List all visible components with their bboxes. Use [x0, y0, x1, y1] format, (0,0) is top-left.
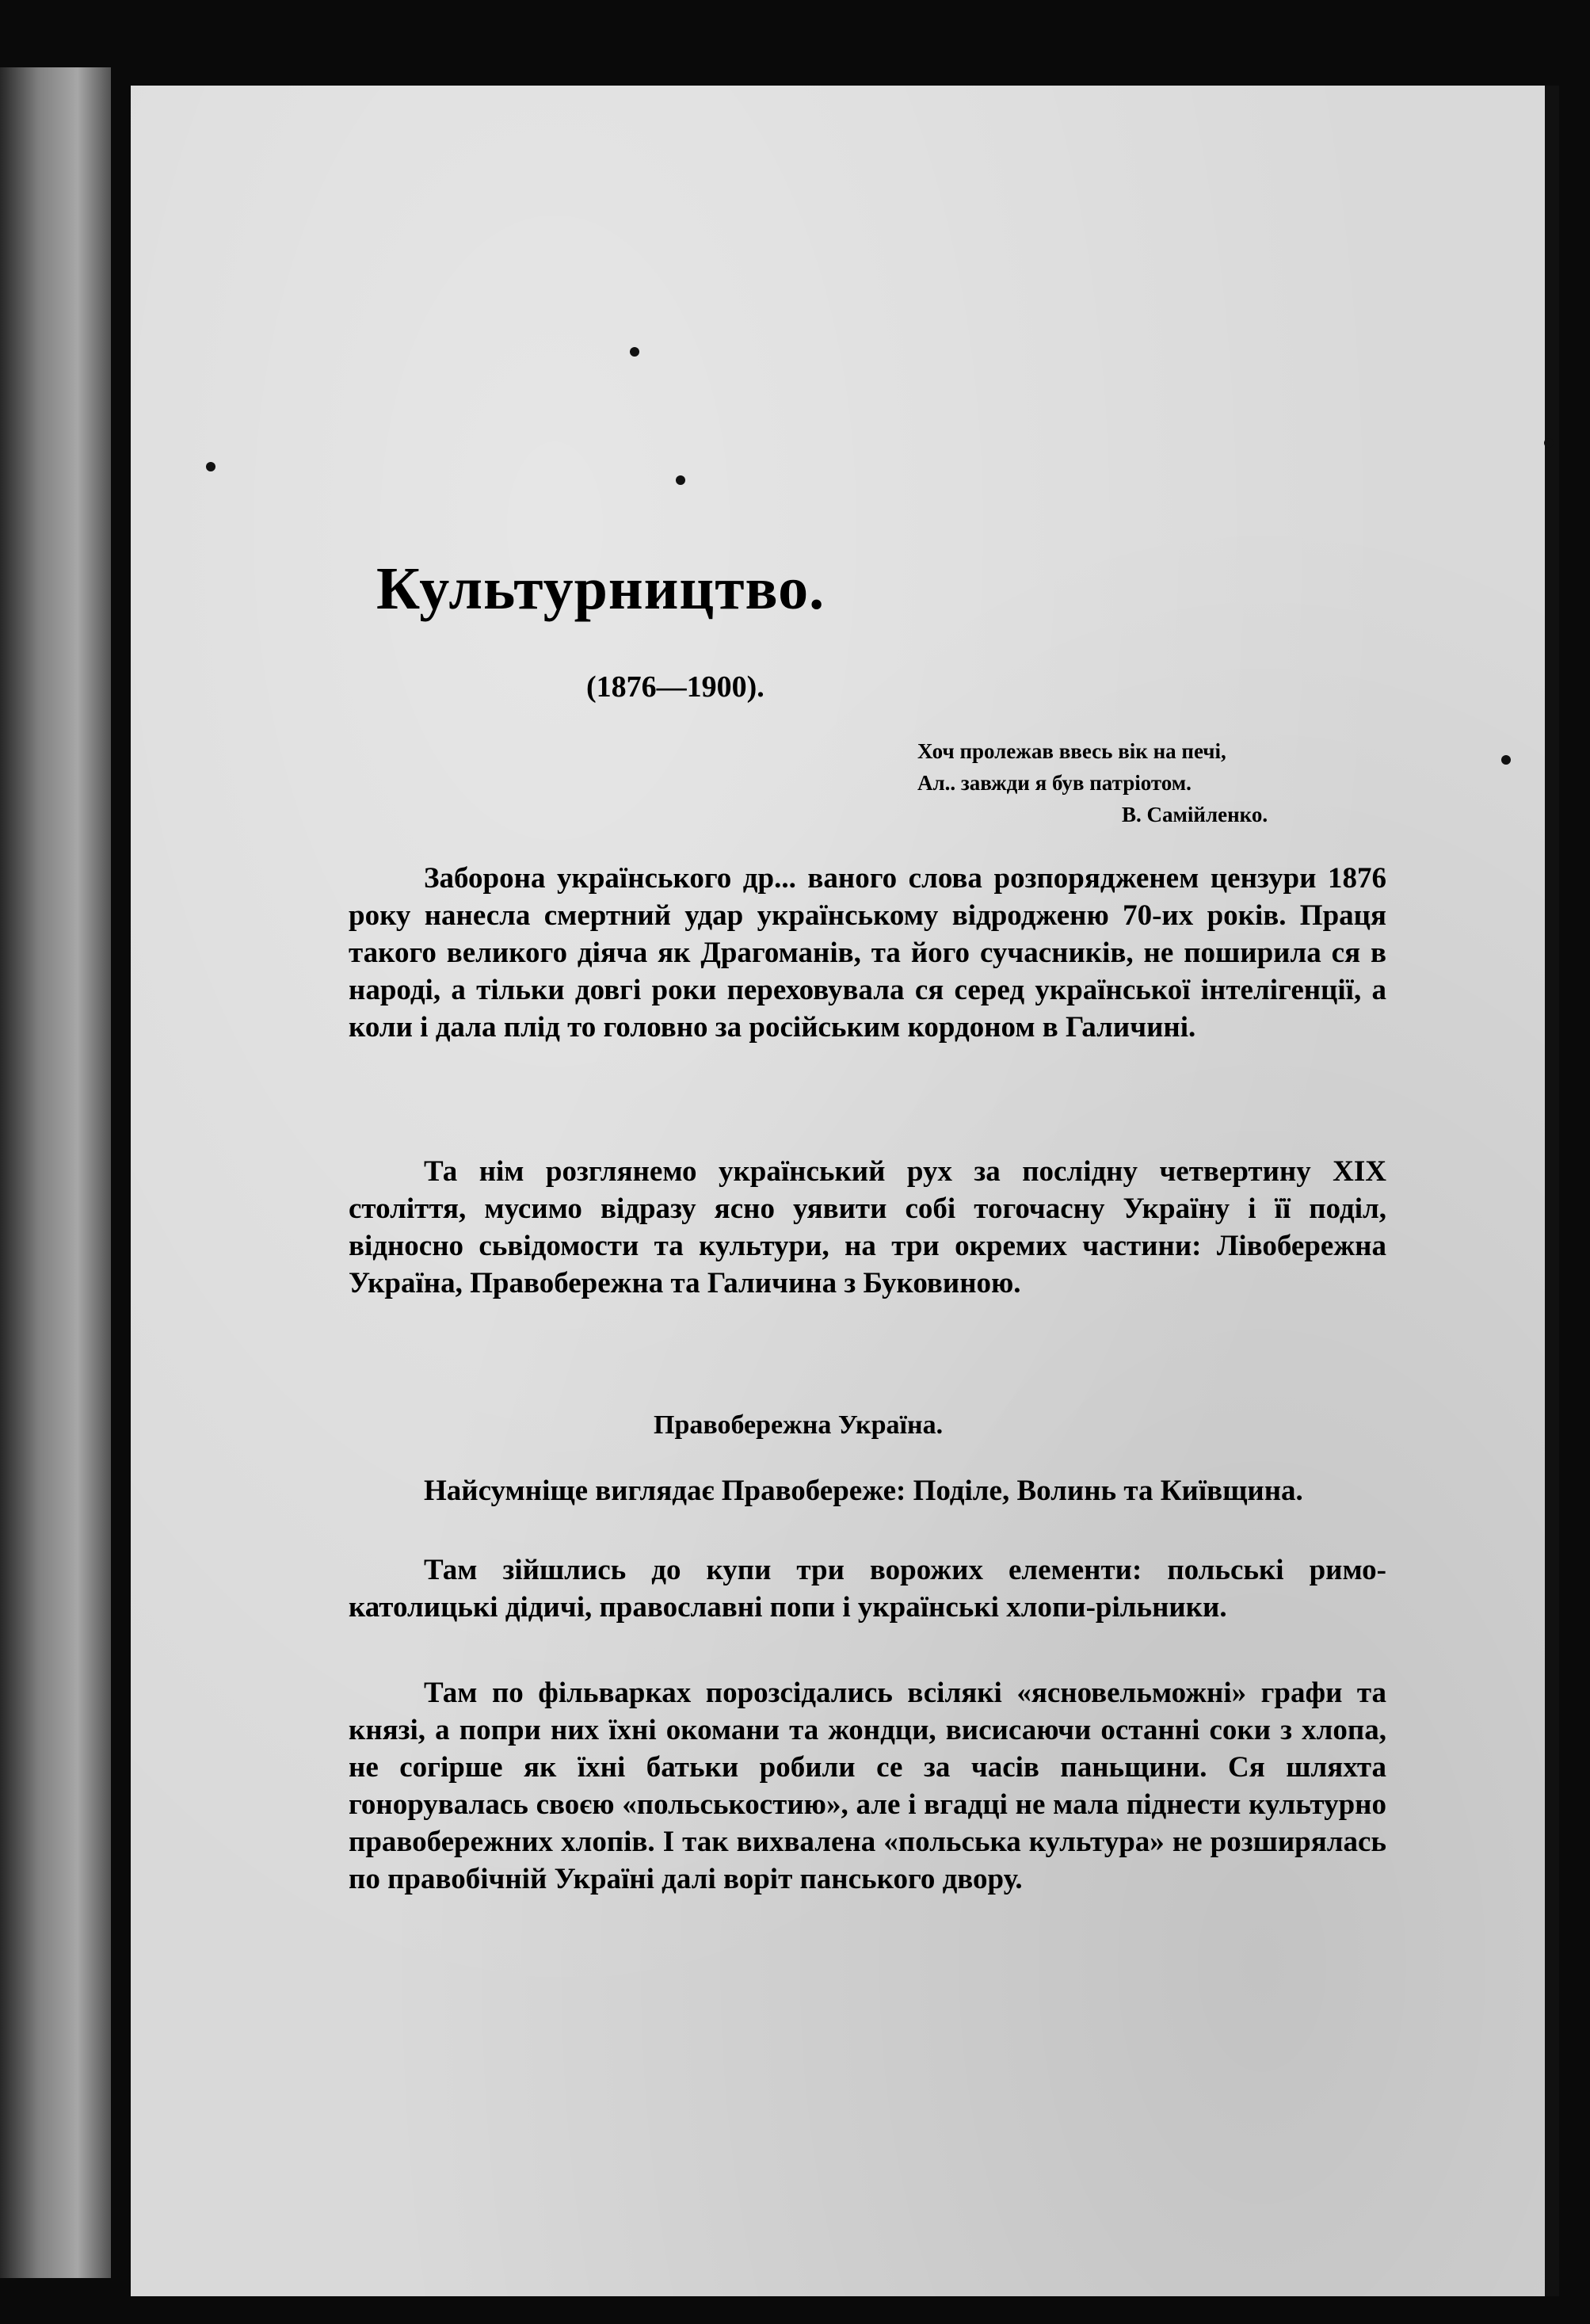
ink-speck	[676, 475, 685, 485]
ink-speck	[206, 462, 215, 471]
epigraph-line: Ал.. завжди я був патріотом.	[917, 771, 1192, 795]
paragraph: Там зійшлись до купи три ворожих елементи: польські римо-католицькі дідичі, православні попи і українські хлопи-рільники.	[349, 1554, 1386, 1624]
section-heading: Правобережна Україна.	[654, 1410, 944, 1440]
paragraph: Там по фільварках порозсідались всілякі «ясновельможні» графи та князі, а попри них їхні окомани та жондци, висисаючи останні соки з хлопа, не согірше як їхні батьки робили се за часів паньщини. Ся шляхта гонорувалась своєю «польськостию», але і вгадці не мала піднести культурно правобережних хлопів. І так вихвалена «польська культура» не розширялась по правобічній Україні далі воріт панського двору.	[349, 1677, 1386, 1895]
period-years: (1876—1900).	[586, 670, 764, 704]
paragraph: Заборона українського др... ваного слова розпорядженем цензури 1876 року нанесла смертний удар українському відродженю 70-их років. Праця такого великого діяча як Драгоманів, та його сучасників, не поширила ся в народі, а тільки довгі роки переховувала ся серед української інтелігенції, а коли і дала плід то головно за російським кордоном в Галичині.	[349, 862, 1386, 1044]
ink-speck	[1501, 755, 1511, 765]
epigraph-line: Хоч пролежав ввесь вік на печі,	[917, 739, 1226, 763]
paragraph: Найсумніще виглядає Правобереже: Поділе, Волинь та Київщина.	[424, 1475, 1303, 1507]
ink-speck	[630, 347, 639, 357]
ink-speck	[1544, 438, 1554, 448]
epigraph-author: В. Самійленко.	[1122, 803, 1268, 826]
page-title: Культурництво.	[376, 555, 826, 622]
paragraph: Та нім розглянемо український рух за послідну четвертину XIX століття, мусимо відразу ясно уявити собі тогочасну Україну і її поділ, відносно сьвідомости та культури, на три окремих частини: Лівобережна Україна, Правобережна та Галичина з Буковиною.	[349, 1155, 1386, 1299]
previous-page-edge	[0, 67, 111, 2278]
epigraph	[917, 735, 1268, 830]
